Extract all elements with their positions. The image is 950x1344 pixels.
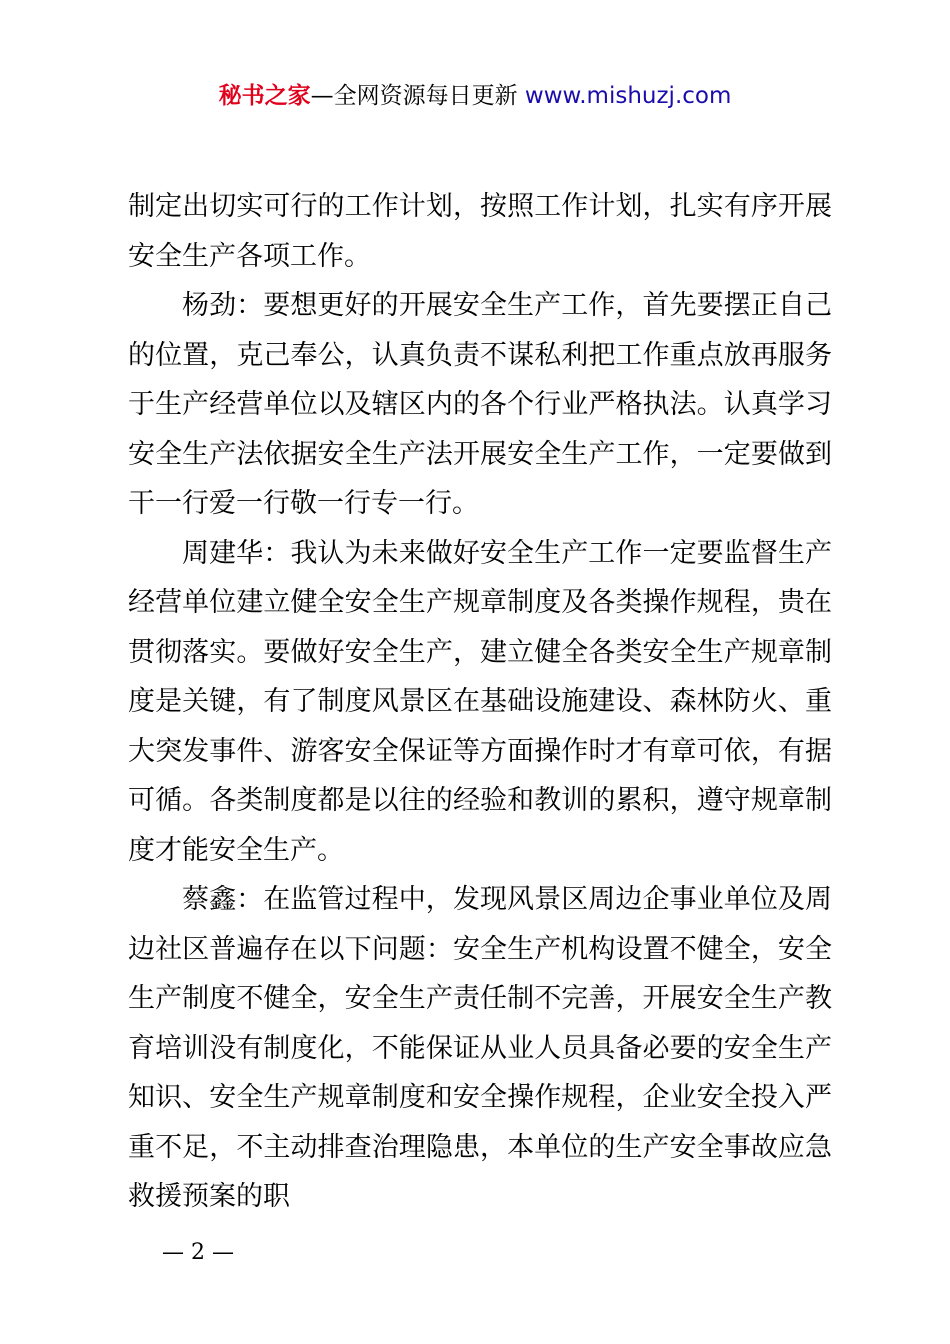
header-tagline: —全网资源每日更新 <box>310 83 525 109</box>
paragraph-yang-jin: 杨劲：要想更好的开展安全生产工作，首先要摆正自己的位置，克己奉公，认真负责不谋私利把工作重点放再服务于生产经营单位以及辖区内的各个行业严格执法。认真学习安全生产法依据安全生产法开展安全生产工作，一定要做到干一行爱一行敬一行专一行。 <box>128 290 832 519</box>
paragraph-cai-xin: 蔡鑫：在监管过程中，发现风景区周边企事业单位及周边社区普遍存在以下问题：安全生产机构设置不健全，安全生产制度不健全，安全生产责任制不完善，开展安全生产教育培训没有制度化，不能保证从业人员具备必要的安全生产知识、安全生产规章制度和安全操作规程，企业安全投入严重不足，不主动排查治理隐患，本单位的生产安全事故应急救援预案的职 <box>128 884 832 1212</box>
brand-name: 秘书之家 <box>218 83 311 109</box>
paragraph-continuation: 制定出切实可行的工作计划，按照工作计划，扎实有序开展安全生产各项工作。 <box>128 191 832 272</box>
page-number: — 2 — <box>162 1240 234 1265</box>
site-url-link[interactable]: www.mishuzj.com <box>524 83 732 109</box>
site-header <box>0 78 950 114</box>
document-body <box>128 182 832 1222</box>
paragraph-zhou-jianhua: 周建华：我认为未来做好安全生产工作一定要监督生产经营单位建立健全安全生产规章制度及各类操作规程，贵在贯彻落实。要做好安全生产，建立健全各类安全生产规章制度是关键，有了制度风景区在基础设施建设、森林防火、重大突发事件、游客安全保证等方面操作时才有章可依，有据可循。各类制度都是以往的经验和教训的累积，遵守规章制度才能安全生产。 <box>128 537 832 866</box>
